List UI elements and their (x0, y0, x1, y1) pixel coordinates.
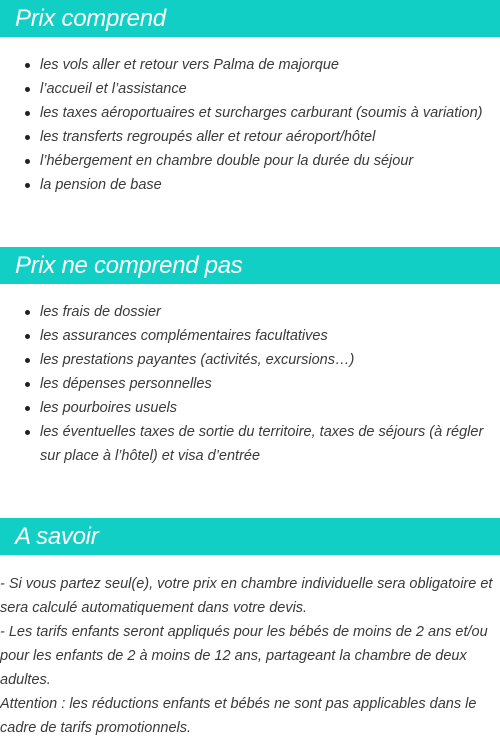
list-item: les transferts regroupés aller et retour aéroport/hôtel (0, 125, 500, 149)
note-paragraph: Attention : les réductions enfants et bébés ne sont pas applicables dans le cadre de tarifs promotionnels. (0, 696, 477, 736)
bullet-icon (25, 183, 30, 188)
bullet-icon (25, 111, 30, 116)
excluded-list (0, 300, 500, 468)
list-item: les taxes aéroportuaires et surcharges carburant (soumis à variation) (0, 101, 500, 125)
section-title: Prix ne comprend pas (15, 252, 243, 279)
bullet-icon (25, 159, 30, 164)
bullet-icon (25, 87, 30, 92)
info-notes (0, 572, 500, 740)
bullet-icon (25, 382, 30, 387)
list-item: les assurances complémentaires facultatives (0, 324, 500, 348)
list-item: les éventuelles taxes de sortie du territoire, taxes de séjours (à régler sur place à l’hôtel) et visa d’entrée (0, 420, 500, 468)
note-paragraph: - Si vous partez seul(e), votre prix en chambre individuelle sera obligatoire et sera calculé automatiquement dans votre devis. (0, 576, 493, 616)
list-item: l’accueil et l’assistance (0, 77, 500, 101)
bullet-icon (25, 310, 30, 315)
list-item: l’hébergement en chambre double pour la durée du séjour (0, 149, 500, 173)
section-title: Prix comprend (15, 5, 166, 32)
bullet-icon (25, 358, 30, 363)
section-title: A savoir (15, 523, 99, 550)
note-paragraph: - Les tarifs enfants seront appliqués pour les bébés de moins de 2 ans et/ou pour les enfants de 2 à moins de 12 ans, partageant la chambre de deux adultes. (0, 624, 488, 688)
list-item: les dépenses personnelles (0, 372, 500, 396)
bullet-icon (25, 430, 30, 435)
section-header-prix-ne-comprend-pas (0, 247, 500, 284)
bullet-icon (25, 135, 30, 140)
list-item: les pourboires usuels (0, 396, 500, 420)
section-header-a-savoir (0, 518, 500, 555)
bullet-icon (25, 63, 30, 68)
section-header-prix-comprend (0, 0, 500, 37)
list-item: les frais de dossier (0, 300, 500, 324)
list-item: la pension de base (0, 173, 500, 197)
list-item: les prestations payantes (activités, excursions…) (0, 348, 500, 372)
bullet-icon (25, 334, 30, 339)
list-item: les vols aller et retour vers Palma de majorque (0, 53, 500, 77)
bullet-icon (25, 406, 30, 411)
included-list (0, 53, 500, 197)
